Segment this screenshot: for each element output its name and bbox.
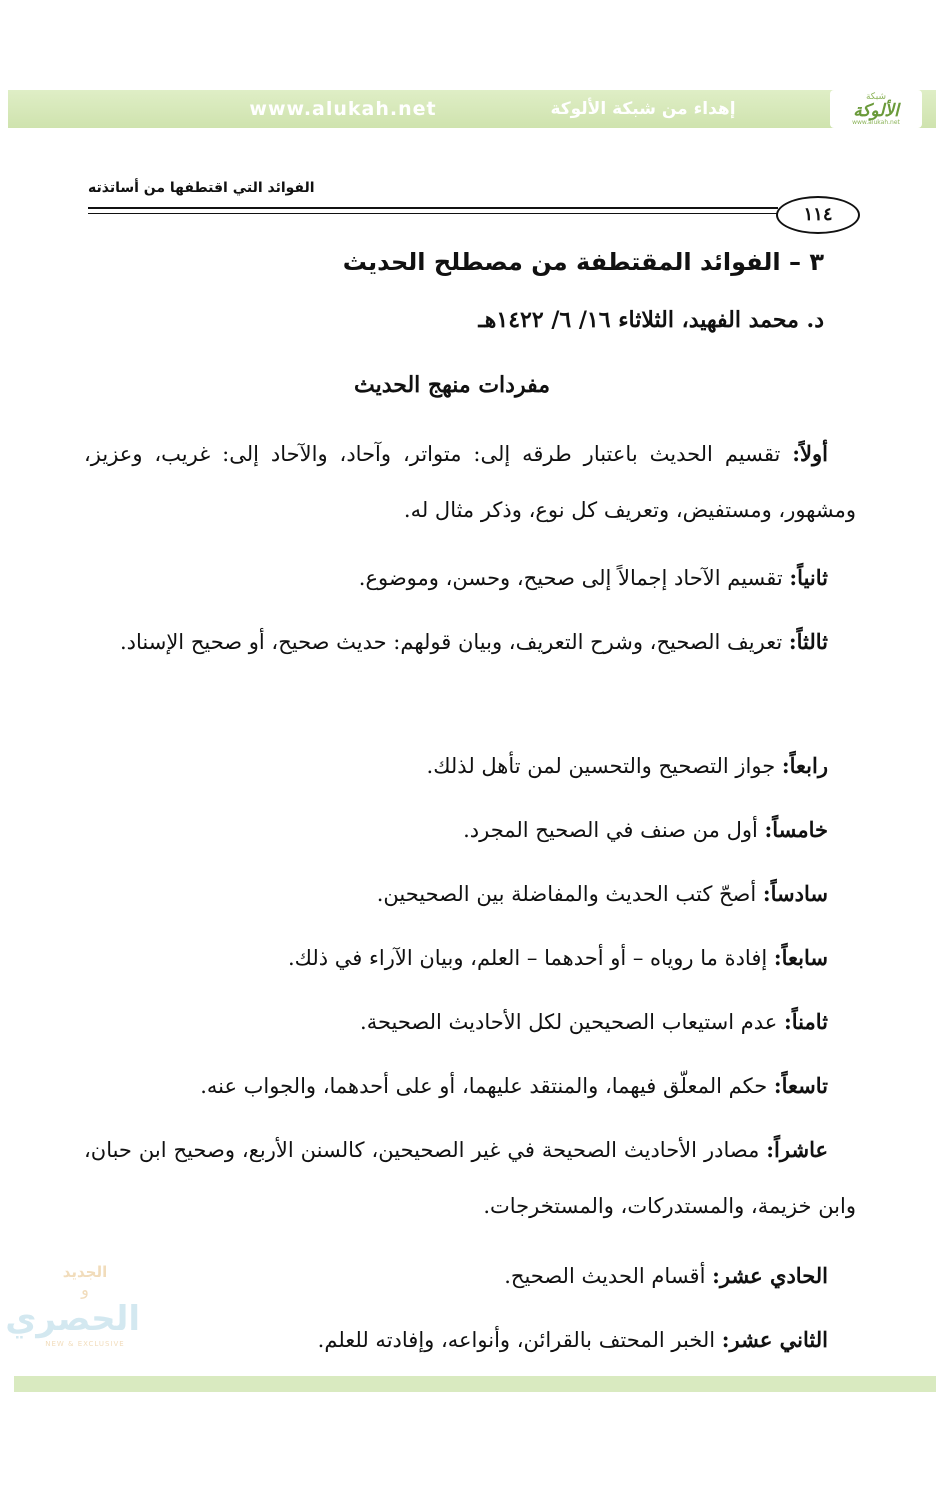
page-number: ١١٤ bbox=[776, 196, 860, 234]
list-item bbox=[84, 930, 856, 986]
watermark-foot: NEW & EXCLUSIVE bbox=[45, 1340, 125, 1348]
new-exclusive-watermark bbox=[5, 1262, 140, 1362]
item-text: أول من صنف في الصحيح المجرد. bbox=[463, 818, 765, 842]
banner-tagline: إهداء من شبكة الألوكة bbox=[550, 99, 736, 119]
list-item bbox=[84, 866, 856, 922]
item-text: عدم استيعاب الصحيحين لكل الأحاديث الصحيحة. bbox=[360, 1010, 785, 1034]
item-lead: تاسعاً: bbox=[773, 1073, 828, 1098]
watermark-mid: و bbox=[81, 1280, 89, 1299]
header-rule bbox=[88, 207, 778, 209]
item-text: جواز التصحيح والتحسين لمن تأهل لذلك. bbox=[426, 754, 782, 778]
list-item bbox=[84, 1058, 856, 1114]
list-item bbox=[84, 550, 856, 606]
watermark-top: الجديد bbox=[62, 1263, 108, 1281]
byline: د. محمد الفهيد، الثلاثاء ١٦/ ٦/ ١٤٢٢هـ bbox=[478, 307, 824, 333]
list-item bbox=[84, 1122, 856, 1234]
list-item bbox=[84, 614, 856, 670]
item-text: تعريف الصحيح، وشرح التعريف، وبيان قولهم: حديث صحيح، أو صحيح الإسناد. bbox=[119, 630, 789, 654]
list-item bbox=[84, 994, 856, 1050]
item-lead: ثامناً: bbox=[784, 1009, 828, 1034]
item-lead: خامساً: bbox=[764, 817, 828, 842]
list-item bbox=[84, 1312, 856, 1368]
item-lead: الثاني عشر: bbox=[721, 1327, 828, 1352]
alukah-logo bbox=[830, 90, 922, 128]
header-rule-thin bbox=[88, 213, 778, 214]
item-text: تقسيم الحديث باعتبار طرقه إلى: متواتر، وآحاد، والآحاد إلى: غريب، وعزيز، ومشهور، ومستفيض، وتعريف كل نوع، وذكر مثال له. bbox=[84, 442, 856, 522]
item-text: مصادر الأحاديث الصحيحة في غير الصحيحين، كالسنن الأربع، وصحيح ابن حبان، وابن خزيمة، والمستدركات، والمستخرجات. bbox=[84, 1138, 856, 1218]
list-item bbox=[84, 802, 856, 858]
item-lead: سادساً: bbox=[762, 881, 828, 906]
logo-main-text: الألوكة bbox=[853, 101, 899, 121]
list-item bbox=[84, 1248, 856, 1304]
site-banner bbox=[8, 90, 936, 128]
item-text: حكم المعلّق فيهما، والمنتقد عليهما، أو على أحدهما، والجواب عنه. bbox=[200, 1074, 774, 1098]
running-header-title: الفوائد التي اقتطفها من أساتذته bbox=[88, 180, 315, 196]
item-text: الخبر المحتف بالقرائن، وأنواعه، وإفادته للعلم. bbox=[317, 1328, 722, 1352]
item-text: أصحّ كتب الحديث والمفاضلة بين الصحيحين. bbox=[376, 882, 763, 906]
item-lead: ثالثاً: bbox=[788, 629, 828, 654]
section-title: مفردات منهج الحديث bbox=[353, 372, 551, 398]
logo-small-text: شبكة bbox=[865, 92, 887, 102]
item-text: أقسام الحديث الصحيح. bbox=[504, 1264, 713, 1288]
item-text: إفادة ما روياه – أو أحدهما – العلم، وبيان الآراء في ذلك. bbox=[288, 946, 774, 970]
item-lead: رابعاً: bbox=[781, 753, 828, 778]
watermark-main: الحصري bbox=[5, 1299, 140, 1339]
item-lead: عاشراً: bbox=[766, 1137, 828, 1162]
item-lead: ثانياً: bbox=[789, 565, 828, 590]
item-lead: سابعاً: bbox=[773, 945, 828, 970]
logo-url-text: www.alukah.net bbox=[852, 119, 900, 126]
footer-band bbox=[14, 1376, 936, 1392]
banner-url[interactable]: www.alukah.net bbox=[249, 98, 437, 120]
item-lead: الحادي عشر: bbox=[712, 1263, 828, 1288]
list-item bbox=[84, 426, 856, 538]
list-item bbox=[84, 738, 856, 794]
item-lead: أولاً: bbox=[792, 441, 828, 466]
chapter-title: ٣ – الفوائد المقتطفة من مصطلح الحديث bbox=[342, 248, 824, 276]
item-text: تقسيم الآحاد إجمالاً إلى صحيح، وحسن، وموضوع. bbox=[358, 566, 790, 590]
